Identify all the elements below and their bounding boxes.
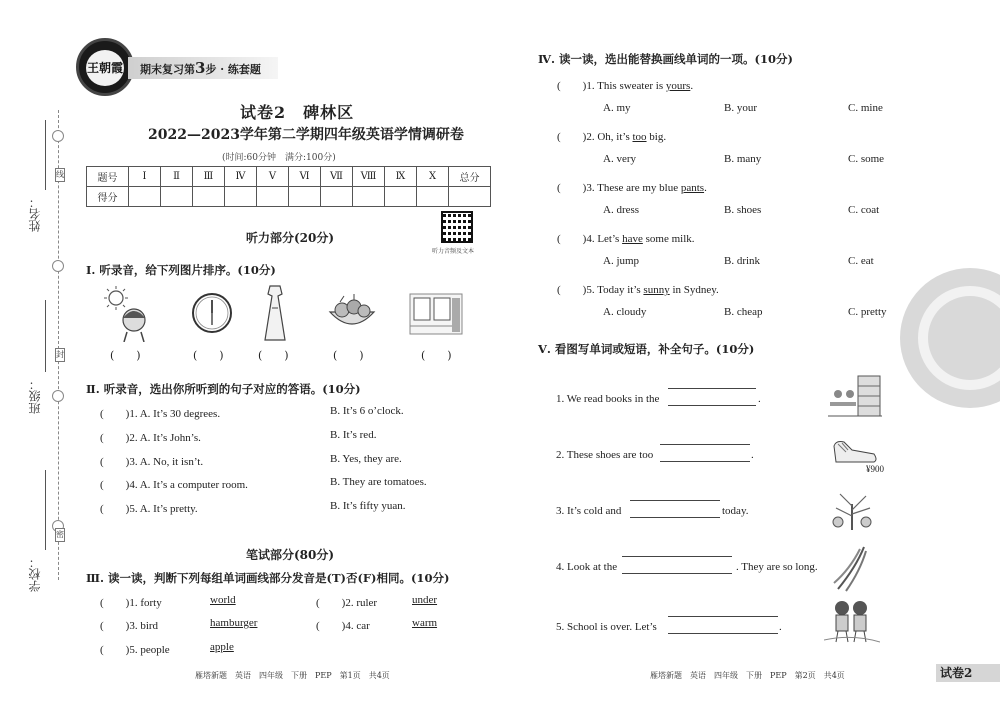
score-table [86,166,491,207]
q3-word-a: )3. bird [125,620,159,632]
q4-option-c: C. some [848,153,885,165]
q4-text: )2. Oh, it’s [582,131,633,143]
q5-sentence-start: 1. We read books in the [556,393,660,405]
q2-option-b: B. It’s red. [330,429,377,441]
answer-line[interactable] [660,461,750,462]
school-label: 学校： [28,556,42,592]
q5-sentence-start: 4. Look at the [556,561,618,573]
q2-item [100,405,220,421]
q5-sentence-end: . [779,621,782,633]
answer-blank[interactable]: ( [316,620,342,632]
q3-item [100,594,162,610]
q4-underlined-word: pants [680,182,705,194]
q2-item [100,476,248,492]
q2-option-a: )1. A. It’s 30 degrees. [125,408,221,420]
q2-option-a: )2. A. It’s John’s. [125,432,201,444]
school-field-line[interactable] [45,470,46,550]
q4-title: Ⅳ. 读一读，选出能替换画线单词的一项。(10分) [538,52,793,66]
long-beans-picture [830,545,874,593]
q2-item [100,500,198,516]
library-picture [826,374,884,420]
cold-tree-picture [826,486,880,532]
score-table-header-row [87,167,491,187]
q2-option-b: B. It’s 6 o’clock. [330,405,404,417]
score-header-cell: 总分 [449,167,491,187]
answer-blank[interactable]: ( [100,479,126,491]
answer-blank[interactable]: ( [557,80,583,92]
answer-line[interactable] [630,517,720,518]
paper-title: 试卷2 碑林区 [240,103,355,122]
step-prefix: 期末复习第 [140,63,195,76]
footer-left: 雁塔新题 英语 四年级 下册 PEP 第1页 共4页 [195,671,390,680]
shoes-picture [830,436,880,466]
q3-word-b: hamburger [210,617,258,629]
score-cell[interactable] [449,187,491,207]
q4-question [557,179,707,195]
q5-sentence-start: 3. It’s cold and [556,505,622,517]
q4-option-b: B. drink [724,255,761,267]
q2-item [100,429,201,445]
score-header-cell: Ⅷ [353,167,385,187]
score-header-cell: Ⅵ [289,167,321,187]
q4-option-a: A. jump [603,255,640,267]
q4-option-c: C. eat [848,255,874,267]
writing-section-title: 笔试部分(80分) [246,548,335,562]
q2-option-a: )3. A. No, it isn’t. [125,456,204,468]
confidential-watermark-icon [900,268,1000,408]
q4-option-b: B. your [724,102,757,114]
logo-text: 王朝霞 [86,50,124,86]
score-header-cell: Ⅱ [161,167,193,187]
answer-blank[interactable]: ( ) [333,349,364,362]
answer-blank[interactable]: ( [100,644,126,656]
answer-blank[interactable]: ( [100,432,126,444]
q1-title: Ⅰ. 听录音，给下列图片排序。(10分) [86,263,276,277]
q2-option-a: )5. A. It’s pretty. [125,503,198,515]
score-header-cell: 题号 [87,167,129,187]
q4-text: . [704,182,707,194]
q4-option-c: C. mine [848,102,883,114]
clock-picture [190,290,234,336]
q4-text: )4. Let’s [582,233,623,245]
time-info: (时间:60分钟 满分:100分) [222,153,336,163]
room-window-picture [408,290,464,336]
exam-title: 2022—2023学年第二学期四年级英语学情调研卷 [148,127,464,143]
q4-text: big. [646,131,667,143]
answer-blank[interactable]: ( [316,597,342,609]
seal-char-feng: 封 [55,348,65,362]
answer-blank[interactable]: ( ) [110,349,141,362]
score-header-cell: Ⅲ [193,167,225,187]
sun-girl-picture [100,284,152,342]
q4-underlined-word: too [632,131,647,143]
go-home-kids-picture [824,596,880,646]
q4-question [557,230,695,246]
q4-underlined-word: have [622,233,643,245]
tomatoes-basket-picture [326,292,378,334]
q5-sentence-end: today. [722,505,749,517]
handwriting-guide-line [630,500,720,501]
answer-blank[interactable]: ( [100,503,126,515]
q4-question [557,281,719,297]
score-cell[interactable] [353,187,385,207]
q2-option-a: )4. A. It’s a computer room. [125,479,248,491]
handwriting-guide-line [660,444,750,445]
score-cell[interactable] [385,187,417,207]
q3-word-a: )1. forty [125,597,162,609]
q3-word-b: apple [210,641,234,653]
class-label: 班级： [28,378,42,414]
answer-blank[interactable]: ( ) [193,349,224,362]
answer-blank[interactable]: ( [100,408,126,420]
q4-text: )3. These are my blue [582,182,681,194]
q5-sentence-start: 5. School is over. Let’s [556,621,657,633]
q5-title: Ⅴ. 看图写单词或短语，补全句子。(10分) [538,342,755,356]
q3-title: Ⅲ. 读一读，判断下列每组单词画线部分发音是(T)否(F)相同。(10分) [86,571,450,585]
answer-line[interactable] [668,633,778,634]
binding-hole [52,130,64,142]
q3-item [100,617,158,633]
step-number: 3 [195,59,206,77]
q4-option-a: A. cloudy [603,306,647,318]
q4-question [557,128,666,144]
score-header-cell: Ⅰ [129,167,161,187]
answer-blank[interactable]: ( ) [421,349,452,362]
q4-option-b: B. shoes [724,204,762,216]
q4-underlined-word: yours [665,80,691,92]
binding-hole [52,260,64,272]
q2-title: Ⅱ. 听录音，选出你所听到的句子对应的答语。(10分) [86,382,361,396]
q2-option-b: B. It’s fifty yuan. [330,500,406,512]
handwriting-guide-line [622,556,732,557]
q4-option-b: B. many [724,153,762,165]
footer-right: 雁塔新题 英语 四年级 下册 PEP 第2页 共4页 [650,671,845,680]
q4-question [557,77,693,93]
name-label: 姓名： [28,196,42,232]
q4-underlined-word: sunny [643,284,670,296]
q4-text: . [690,80,694,92]
answer-blank[interactable]: ( [557,284,583,296]
answer-blank[interactable]: ( [557,182,583,194]
q3-word-b: warm [412,617,438,629]
qr-code-icon[interactable] [441,211,473,243]
score-header-cell: Ⅸ [385,167,417,187]
q4-text: in Sydney. [669,284,719,296]
score-cell[interactable] [225,187,257,207]
q3-word-a: )4. car [341,620,370,632]
qr-caption: 听力音频及文本 [432,248,475,255]
answer-blank[interactable]: ( [100,620,126,632]
binding-hole [52,390,64,402]
q4-option-b: B. cheap [724,306,763,318]
score-header-cell: Ⅹ [417,167,449,187]
answer-blank[interactable]: ( [100,456,126,468]
answer-blank[interactable]: ( [557,233,583,245]
q4-option-c: C. pretty [848,306,887,318]
score-header-cell: Ⅳ [225,167,257,187]
seal-char-mi: 密 [55,528,65,542]
score-header-cell: Ⅴ [257,167,289,187]
score-header-cell: Ⅶ [321,167,353,187]
score-table-score-row [87,187,491,207]
score-cell[interactable] [129,187,161,207]
score-cell[interactable] [257,187,289,207]
q3-word-a: )5. people [125,644,170,656]
q4-option-c: C. coat [848,204,880,216]
step-banner [128,57,278,79]
score-cell[interactable] [417,187,449,207]
q4-option-a: A. dress [603,204,640,216]
handwriting-guide-line [668,388,756,389]
score-cell[interactable] [161,187,193,207]
q4-text: )1. This sweater is [582,80,666,92]
answer-line[interactable] [668,405,756,406]
q2-item [100,453,203,469]
q2-option-b: B. Yes, they are. [330,453,402,465]
q3-item [316,617,370,633]
answer-blank[interactable]: ( [557,131,583,143]
q5-sentence-end: . They are so long. [736,561,818,573]
dress-picture [260,284,290,342]
q3-word-b: world [210,594,236,606]
answer-line[interactable] [622,573,732,574]
brand-logo [76,38,134,96]
q3-item [316,594,377,610]
q4-text: some milk. [642,233,695,245]
class-field-line[interactable] [45,300,46,372]
listening-section-title: 听力部分(20分) [246,231,335,245]
step-suffix: 步 · 练套题 [205,63,261,76]
score-row-label: 得分 [87,187,129,207]
handwriting-guide-line [668,616,778,617]
q4-text: )5. Today it’s [582,284,644,296]
name-field-line[interactable] [45,120,46,190]
answer-blank[interactable]: ( [100,597,126,609]
score-cell[interactable] [321,187,353,207]
score-cell[interactable] [289,187,321,207]
q2-option-b: B. They are tomatoes. [330,476,427,488]
q4-option-a: A. my [603,102,631,114]
paper-tag: 试卷2 [936,664,1000,682]
q5-sentence-end: . [751,449,754,461]
answer-blank[interactable]: ( ) [258,349,289,362]
q5-sentence-start: 2. These shoes are too [556,449,654,461]
shoes-price: ¥900 [866,464,884,474]
q4-option-a: A. very [603,153,636,165]
q3-word-b: under [412,594,438,606]
q3-word-a: )2. ruler [341,597,378,609]
score-cell[interactable] [193,187,225,207]
q3-item [100,641,170,657]
seal-char-xian: 线 [55,168,65,182]
q5-sentence-end: . [758,393,761,405]
